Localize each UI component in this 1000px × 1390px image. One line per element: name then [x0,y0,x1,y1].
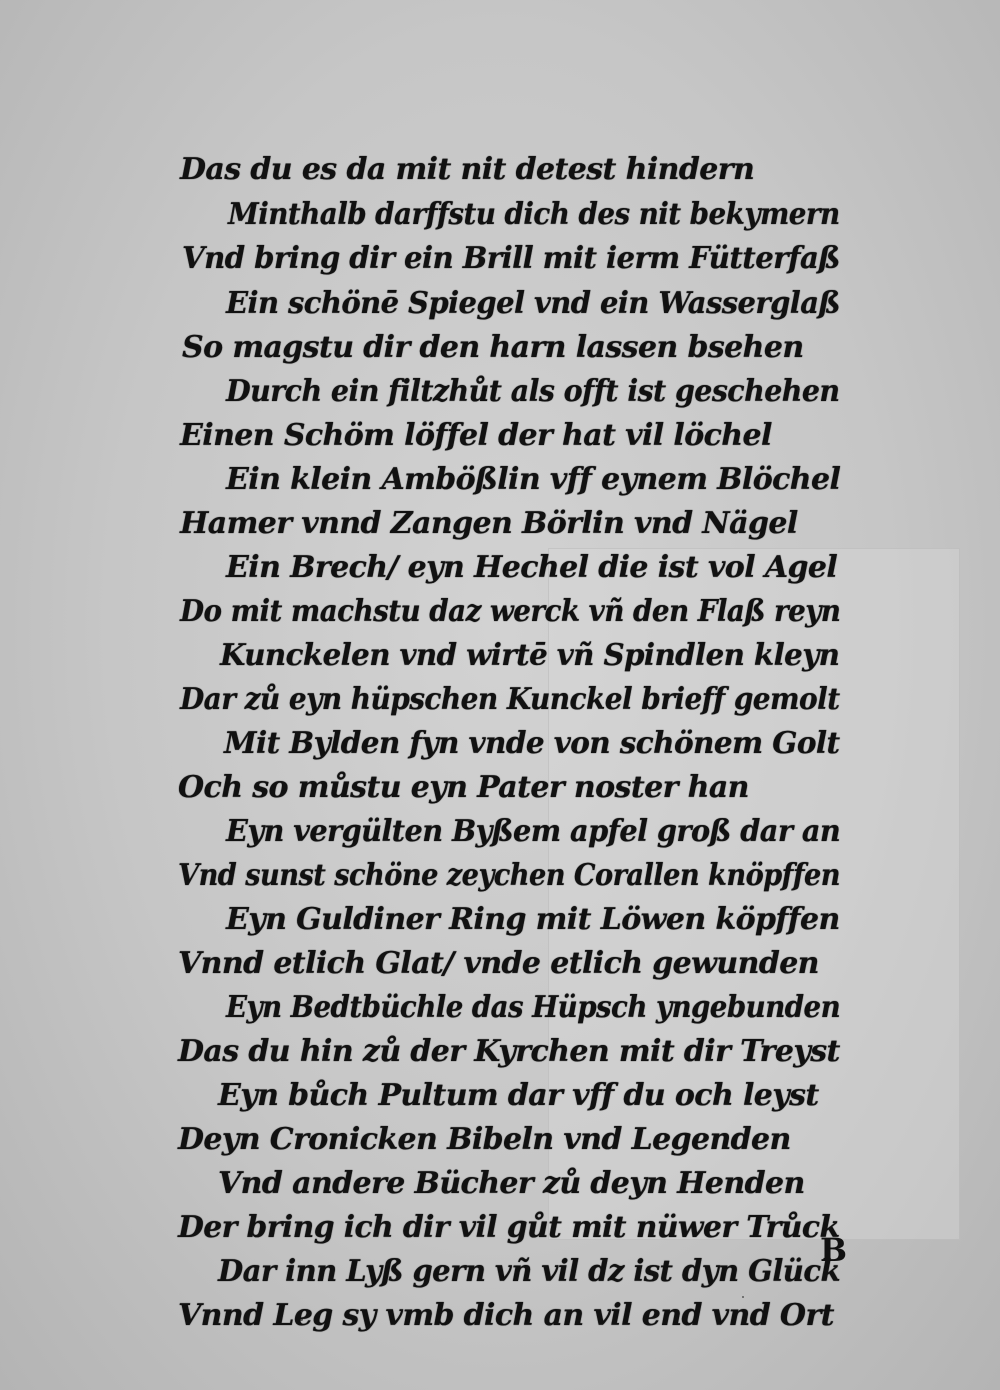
verse-line-11: Do mit machstu daz werck vñ den Flaß reyn [180,594,841,629]
verse-line-10: Ein Brech/ eyn Hechel die ist vol Agel [226,550,838,585]
verse-line-17: Vnd sunst schöne zeychen Corallen knöpffen [178,858,840,893]
verse-line-9: Hamer vnnd Zangen Börlin vnd Nägel [180,506,798,541]
verse-line-2: Minthalb darffstu dich des nit bekymern [228,197,840,232]
verse-line-7: Einen Schöm löffel der hat vil löchel [180,418,772,453]
signature-mark: B [820,1231,848,1269]
verse-line-27: Vnnd Leg sy vmb dich an vil end vnd Ort [178,1298,834,1333]
verse-line-20: Eyn Bedtbüchle das Hüpsch yngebunden [226,990,841,1025]
verse-line-23: Deyn Cronicken Bibeln vnd Legenden [178,1122,791,1157]
verse-line-12: Kunckelen vnd wirtē vñ Spindlen kleyn [220,638,840,673]
verse-line-16: Eyn vergülten Byßem apfel groß dar an [226,814,841,849]
verse-line-4: Ein schönē Spiegel vnd ein Wasserglaß [226,286,840,321]
verse-line-21: Das du hin zů der Kyrchen mit dir Treyst [178,1034,840,1069]
verse-line-19: Vnnd etlich Glat/ vnde etlich gewunden [178,946,819,981]
verse-line-22: Eyn bůch Pultum dar vff du och leyst [218,1078,819,1113]
verse-line-14: Mit Bylden fyn vnde von schönem Golt [224,726,840,761]
verse-line-18: Eyn Guldiner Ring mit Löwen köpffen [226,902,840,937]
verse-line-1: Das du es da mit nit detest hindern [180,152,755,187]
verse-line-3: Vnd bring dir ein Brill mit ierm Fütterfaß [182,241,840,276]
verse-line-8: Ein klein Ambößlin vff eynem Blöchel [226,462,841,497]
verse-line-24: Vnd andere Bücher zů deyn Henden [218,1166,805,1201]
verse-line-25: Der bring ich dir vil gůt mit nüwer Trůck [178,1210,840,1245]
verse-line-13: Dar zů eyn hüpschen Kunckel brieff gemolt [180,682,840,717]
verse-line-5: So magstu dir den harn lassen bsehen [182,330,804,365]
verse-line-26: Dar inn Lyß gern vñ vil dz ist dyn Glück [218,1254,841,1289]
verse-line-15: Och so můstu eyn Pater noster han [178,770,749,805]
verse-line-6: Durch ein filtzhůt als offt ist geschehen [226,374,840,409]
